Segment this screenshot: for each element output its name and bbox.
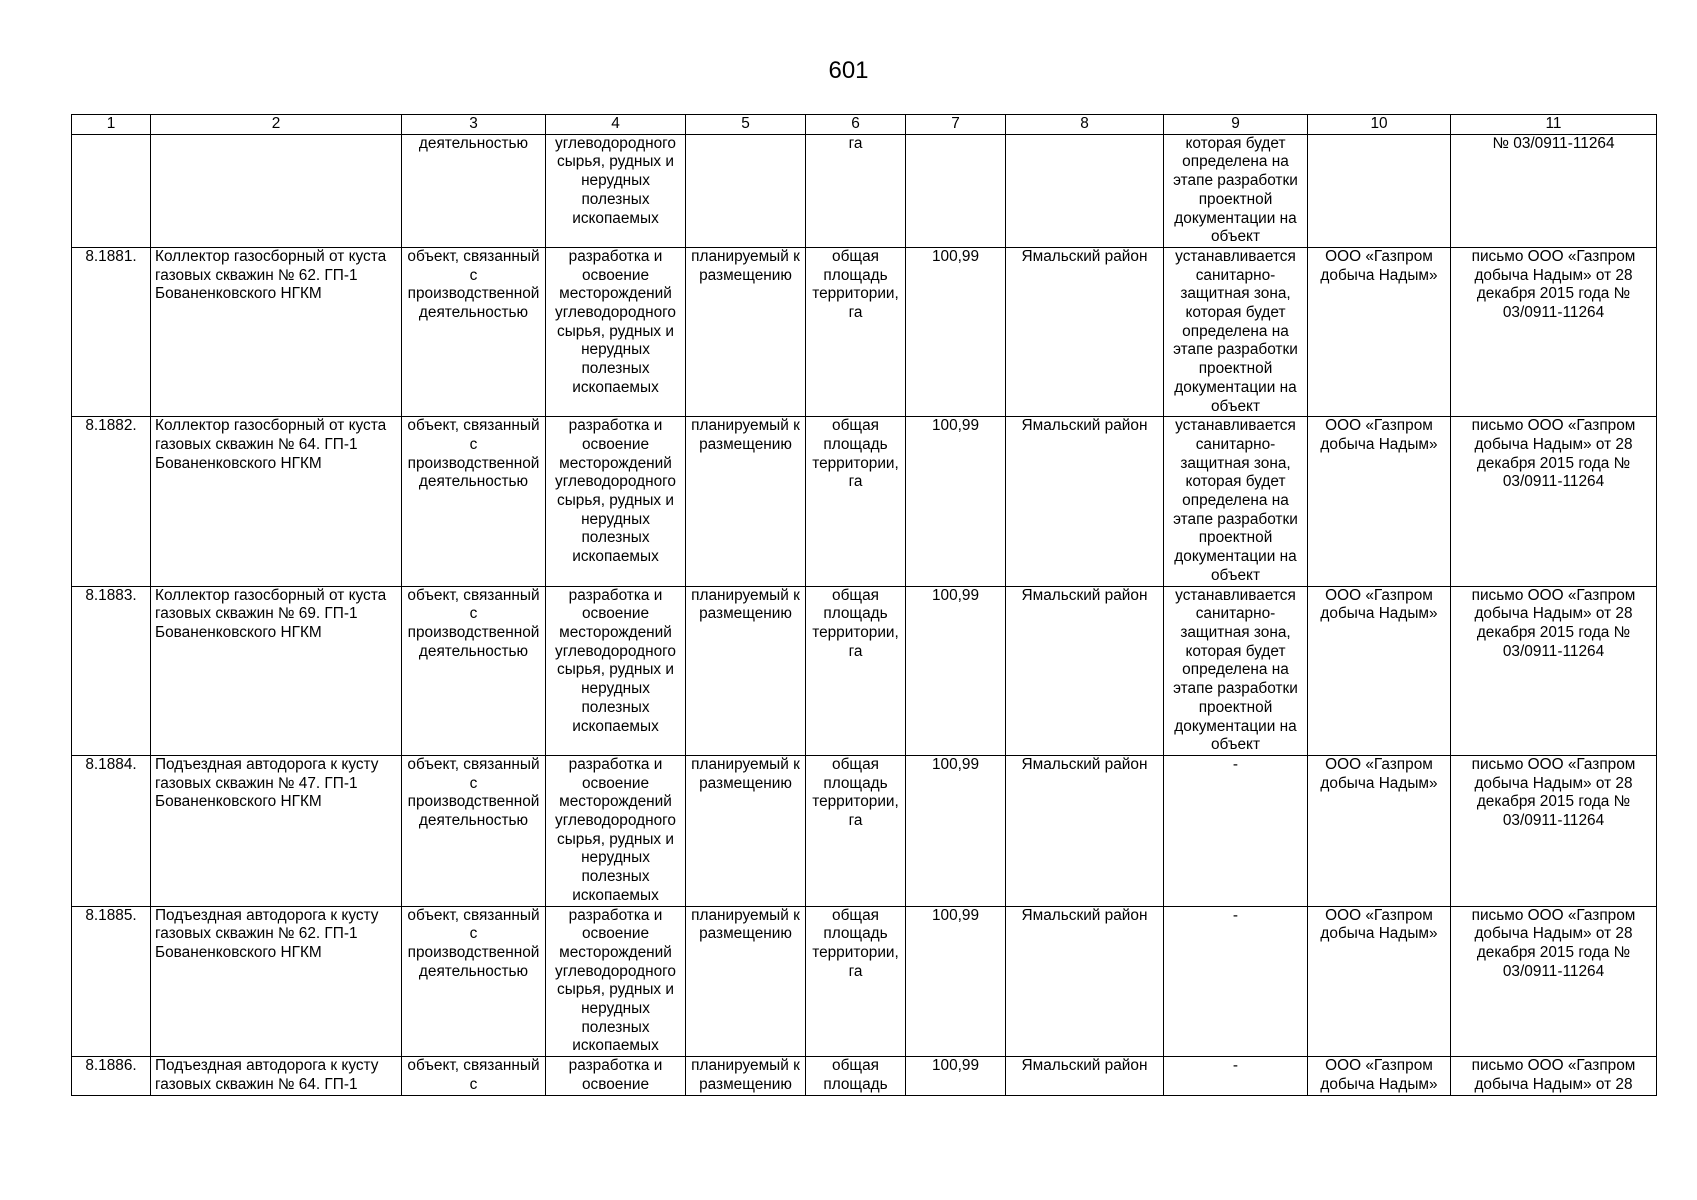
cell-org — [1308, 134, 1451, 247]
cell-status: планируемый к размещению — [686, 906, 806, 1057]
cell-purpose: разработка и освоение месторождений углеводородного сырья, рудных и нерудных полезных ископаемых — [546, 906, 686, 1057]
cell-basis: письмо ООО «Газпром добыча Надым» от 28 декабря 2015 года № 03/0911-11264 — [1451, 586, 1657, 755]
column-number: 3 — [402, 115, 546, 135]
cell-location: Ямальский район — [1006, 906, 1164, 1057]
cell-value: 100,99 — [906, 247, 1006, 416]
cell-status: планируемый к размещению — [686, 586, 806, 755]
cell-zone: - — [1164, 755, 1308, 906]
cell-num: 8.1882. — [72, 417, 151, 586]
cell-org: ООО «Газпром добыча Надым» — [1308, 755, 1451, 906]
cell-type: объект, связанный с производственной деятельностью — [402, 586, 546, 755]
cell-location — [1006, 134, 1164, 247]
cell-type: деятельностью — [402, 134, 546, 247]
column-number: 7 — [906, 115, 1006, 135]
cell-param: общая площадь территории, га — [806, 755, 906, 906]
cell-name: Подъездная автодорога к кусту газовых скважин № 47. ГП-1 Бованенковского НГКМ — [151, 755, 402, 906]
cell-status — [686, 134, 806, 247]
cell-org: ООО «Газпром добыча Надым» — [1308, 247, 1451, 416]
cell-purpose: разработка и освоение месторождений углеводородного сырья, рудных и нерудных полезных ископаемых — [546, 586, 686, 755]
cell-value: 100,99 — [906, 1057, 1006, 1095]
table-body — [72, 115, 1657, 1096]
column-number: 10 — [1308, 115, 1451, 135]
cell-type: объект, связанный с производственной деятельностью — [402, 417, 546, 586]
cell-type: объект, связанный с производственной деятельностью — [402, 247, 546, 416]
cell-type: объект, связанный с производственной деятельностью — [402, 755, 546, 906]
cell-zone: - — [1164, 1057, 1308, 1095]
column-number-row — [72, 115, 1657, 135]
cell-purpose: углеводородного сырья, рудных и нерудных полезных ископаемых — [546, 134, 686, 247]
cell-purpose: разработка и освоение месторождений углеводородного сырья, рудных и нерудных полезных ископаемых — [546, 247, 686, 416]
table-row — [72, 906, 1657, 1057]
cell-num — [72, 134, 151, 247]
cell-num: 8.1883. — [72, 586, 151, 755]
cell-basis: письмо ООО «Газпром добыча Надым» от 28 — [1451, 1057, 1657, 1095]
cell-param: общая площадь территории, га — [806, 247, 906, 416]
cell-value: 100,99 — [906, 586, 1006, 755]
cell-param: общая площадь территории, га — [806, 417, 906, 586]
cell-purpose: разработка и освоение месторождений углеводородного сырья, рудных и нерудных полезных ископаемых — [546, 755, 686, 906]
cell-value — [906, 134, 1006, 247]
cell-status: планируемый к размещению — [686, 417, 806, 586]
table-row — [72, 586, 1657, 755]
table-row — [72, 1057, 1657, 1095]
cell-name: Коллектор газосборный от куста газовых скважин № 64. ГП-1 Бованенковского НГКМ — [151, 417, 402, 586]
page-number: 601 — [828, 57, 869, 84]
objects-table — [71, 114, 1657, 1096]
column-number: 1 — [72, 115, 151, 135]
cell-location: Ямальский район — [1006, 247, 1164, 416]
column-number: 6 — [806, 115, 906, 135]
cell-org: ООО «Газпром добыча Надым» — [1308, 906, 1451, 1057]
cell-basis: письмо ООО «Газпром добыча Надым» от 28 декабря 2015 года № 03/0911-11264 — [1451, 247, 1657, 416]
cell-purpose: разработка и освоение месторождений углеводородного сырья, рудных и нерудных полезных ископаемых — [546, 417, 686, 586]
cell-param: га — [806, 134, 906, 247]
cell-zone: устанавливается санитарно-защитная зона, которая будет определена на этапе разработки проектной документации на объект — [1164, 417, 1308, 586]
cell-org: ООО «Газпром добыча Надым» — [1308, 586, 1451, 755]
cell-name: Подъездная автодорога к кусту газовых скважин № 64. ГП-1 — [151, 1057, 402, 1095]
cell-basis: письмо ООО «Газпром добыча Надым» от 28 декабря 2015 года № 03/0911-11264 — [1451, 906, 1657, 1057]
cell-status: планируемый к размещению — [686, 1057, 806, 1095]
cell-num: 8.1886. — [72, 1057, 151, 1095]
cell-basis: № 03/0911-11264 — [1451, 134, 1657, 247]
column-number: 11 — [1451, 115, 1657, 135]
table-row — [72, 755, 1657, 906]
cell-value: 100,99 — [906, 417, 1006, 586]
cell-param: общая площадь территории, га — [806, 906, 906, 1057]
column-number: 5 — [686, 115, 806, 135]
cell-location: Ямальский район — [1006, 417, 1164, 586]
cell-zone: устанавливается санитарно-защитная зона, которая будет определена на этапе разработки проектной документации на объект — [1164, 247, 1308, 416]
cell-zone: - — [1164, 906, 1308, 1057]
column-number: 4 — [546, 115, 686, 135]
cell-type: объект, связанный с производственной деятельностью — [402, 906, 546, 1057]
cell-param: общая площадь — [806, 1057, 906, 1095]
cell-name: Коллектор газосборный от куста газовых скважин № 62. ГП-1 Бованенковского НГКМ — [151, 247, 402, 416]
cell-basis: письмо ООО «Газпром добыча Надым» от 28 декабря 2015 года № 03/0911-11264 — [1451, 417, 1657, 586]
cell-location: Ямальский район — [1006, 755, 1164, 906]
cell-value: 100,99 — [906, 755, 1006, 906]
cell-status: планируемый к размещению — [686, 247, 806, 416]
column-number: 8 — [1006, 115, 1164, 135]
column-number: 9 — [1164, 115, 1308, 135]
cell-type: объект, связанный с — [402, 1057, 546, 1095]
cell-basis: письмо ООО «Газпром добыча Надым» от 28 декабря 2015 года № 03/0911-11264 — [1451, 755, 1657, 906]
cell-num: 8.1884. — [72, 755, 151, 906]
cell-name: Подъездная автодорога к кусту газовых скважин № 62. ГП-1 Бованенковского НГКМ — [151, 906, 402, 1057]
table-row — [72, 247, 1657, 416]
continuation-row — [72, 134, 1657, 247]
cell-location: Ямальский район — [1006, 1057, 1164, 1095]
cell-zone: устанавливается санитарно-защитная зона, которая будет определена на этапе разработки проектной документации на объект — [1164, 586, 1308, 755]
cell-location: Ямальский район — [1006, 586, 1164, 755]
cell-name: Коллектор газосборный от куста газовых скважин № 69. ГП-1 Бованенковского НГКМ — [151, 586, 402, 755]
cell-purpose: разработка и освоение — [546, 1057, 686, 1095]
cell-value: 100,99 — [906, 906, 1006, 1057]
cell-org: ООО «Газпром добыча Надым» — [1308, 1057, 1451, 1095]
cell-num: 8.1885. — [72, 906, 151, 1057]
cell-org: ООО «Газпром добыча Надым» — [1308, 417, 1451, 586]
cell-zone: которая будет определена на этапе разработки проектной документации на объект — [1164, 134, 1308, 247]
cell-num: 8.1881. — [72, 247, 151, 416]
cell-param: общая площадь территории, га — [806, 586, 906, 755]
column-number: 2 — [151, 115, 402, 135]
table-row — [72, 417, 1657, 586]
cell-status: планируемый к размещению — [686, 755, 806, 906]
cell-name — [151, 134, 402, 247]
